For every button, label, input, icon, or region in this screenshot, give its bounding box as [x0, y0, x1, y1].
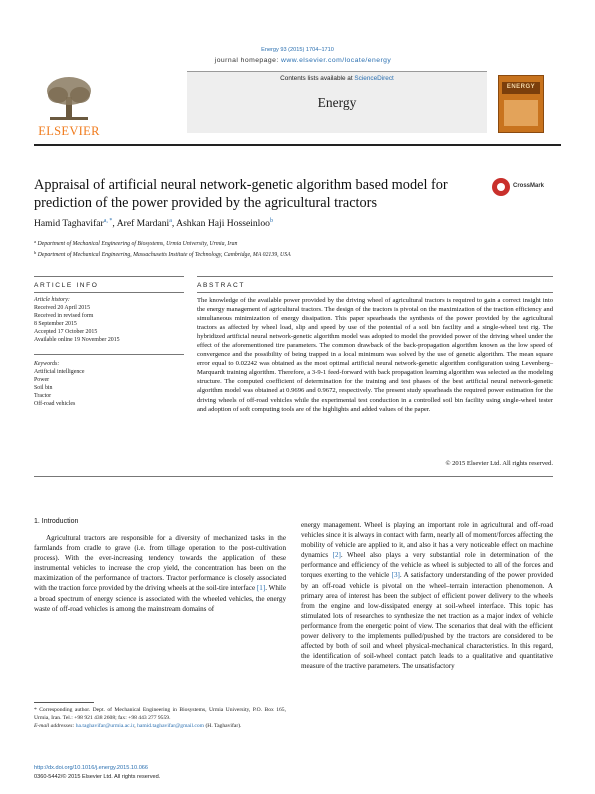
history-item: Received in revised form	[34, 313, 94, 319]
email-line: E-mail addresses: ha.taghavifar@urmia.ac.ir, hamid.taghavifar@gmail.com (H. Taghavifar).	[34, 723, 242, 729]
journal-homepage	[153, 57, 453, 64]
abstract-top-rule	[197, 276, 553, 277]
author-name: Hamid Taghavifar	[34, 218, 104, 229]
affiliation-item: $^b$ Department of Mechanical Engineering, Massachusetts Institute of Technology, Cambridge, MA 02139, USA	[34, 249, 291, 258]
homepage-prefix: journal homepage:	[214, 57, 282, 64]
history-item: Available online 19 November 2015	[34, 337, 120, 343]
history-label: Article history:	[34, 297, 70, 303]
article-info-rule	[34, 292, 184, 293]
email-link[interactable]: hamid.taghavifar@gmail.com	[137, 723, 205, 729]
abstract-rule	[197, 292, 553, 293]
footnote-rule	[34, 702, 94, 703]
article-info-top-rule	[34, 276, 184, 277]
affiliations	[34, 238, 554, 259]
journal-name: Energy	[317, 95, 357, 110]
article-history	[34, 296, 184, 344]
journal-header	[34, 71, 561, 143]
keywords	[34, 360, 184, 408]
author-affiliation-link[interactable]: b	[269, 218, 273, 224]
doi-link[interactable]: http://dx.doi.org/10.1016/j.energy.2015.10.066	[34, 765, 149, 771]
journal-title-box	[187, 71, 487, 133]
author-name: Ashkan Haji Hosseinloo	[176, 218, 270, 229]
history-item: Accepted 17 October 2015	[34, 329, 98, 335]
article-info-heading: ARTICLE INFO	[34, 282, 99, 289]
introduction-left-column: Agricultural tractors are responsible for a diversity of mechanized tasks in the farmlands from cradle to grave (i.e. from tillage operation to the post-cultivation process). With the ever-increasing tendency towards the application of these instrumental vehicles to increase the crop yield, the concentration has been on the maximization of the performance of tractors. Tractor performance is closely associated with the traction force provided by the driving wheels at the soil-tire interface [1]. While a broad spectrum of energy science is associated with the wheeled vehicles, the energy waste of off-road vehicles is among the mainstream domains of	[34, 534, 286, 613]
abstract-copyright: © 2015 Elsevier Ltd. All rights reserved.	[445, 460, 553, 467]
affiliation-item: $^a$ Department of Mechanical Engineering of Biosystems, Urmia University, Urmia, Iran	[34, 239, 238, 247]
homepage-link[interactable]: www.elsevier.com/locate/energy	[281, 57, 392, 64]
elsevier-logo	[34, 71, 104, 139]
header-divider	[34, 144, 561, 146]
sciencedirect-link[interactable]: ScienceDirect	[354, 75, 394, 82]
history-item: 8 September 2015	[34, 321, 77, 327]
crossmark-button[interactable]	[492, 178, 562, 198]
corresponding-note: * Corresponding author. Dept. of Mechanical Engineering in Biosystems, Urmia University, P.O. Box 165, Urmia, Iran. Tel.: +98 921 438 2608; fax: +98 443 277 9559.	[34, 707, 286, 721]
author-affiliation-link[interactable]: a, *	[103, 218, 113, 224]
elsevier-wordmark: ELSEVIER	[38, 124, 100, 138]
introduction-right-column: energy management. Wheel is playing an important role in agricultural and off-road vehicles since it is always in contact with farm, nearly all of moment/forces affecting the mobility of vehicle are applied to it, and also it has a very noticeable effect on machine dynamics [2]. Wheel also plays a very substantial role in determination of the performance and efficiency of the vehicle as wheel is subjected to all of the forces and torques exerting to the vehicle [3]. A satisfactory understanding of the power provided by an off-road vehicle is pivotal on the wheel–terrain interaction phenomenon. A primary area of interest has been the subject of efficient power delivery to the wheels from the engine and low-dissipated energy at soil-wheel interface. This topic has stimulated lots of researches to synthesize the net traction as a major index of vehicle performance from the energetic point of view. The scenarios that deal with the efficient power delivery to the implements pulled/pushed by the tractors are considered to be affected by both of soil and wheel physical-mechanical characteristics. In this regard, the identification of soil-wheel contact patch leads to a qualitative and quantitative measure of the tractive parameters. The unsatisfactory	[301, 521, 553, 671]
journal-cover-thumbnail	[498, 75, 544, 133]
keyword-item: Off-road vehicles	[34, 401, 76, 407]
author-affiliation-link[interactable]: a	[169, 218, 172, 224]
author-list: Hamid Taghavifar$^{a, *}$, Aref Mardani$^a$, Ashkan Haji Hosseinloo$^b$	[34, 218, 273, 229]
keyword-item: Soil bin	[34, 385, 53, 391]
article-title: Appraisal of artificial neural network-genetic algorithm based model for prediction of the power provided by the agricultural tractors	[34, 177, 448, 211]
elsevier-tree-icon	[44, 75, 94, 121]
cover-art	[504, 100, 538, 126]
abstract-heading: ABSTRACT	[197, 282, 245, 289]
keyword-item: Power	[34, 377, 50, 383]
keywords-rule	[34, 354, 184, 355]
history-item: Received 20 April 2015	[34, 305, 91, 311]
keyword-item: Tractor	[34, 393, 52, 399]
contents-prefix: Contents lists available at	[280, 75, 355, 82]
issn-copyright: 0360-5442/© 2015 Elsevier Ltd. All rights reserved.	[34, 774, 161, 780]
abstract-bottom-rule	[34, 476, 553, 477]
crossmark-label: CrossMark	[513, 183, 545, 189]
abstract-text: The knowledge of the available power provided by the driving wheel of agricultural tractors is required to gain a correct insight into the energy management of agricultural tractors. The design of the tractors is pivotal on the maximization of the traction efficiency and simultaneous minimization of energy dissipation. This paper spearheads the synthesis of the power provided by the agricultural tractors as affected by wheel load, slip and speed by use of the potential of a soil bin facility and a single-wheel test rig. The hybridized artificial neural network-genetic algorithm model was adopted to model the provided power of the driving wheel under the effect of the aforementioned tire parameters. The common drawback of the back-propagation algorithm known as the low speed of convergence and the possibility of being trapped in a local minimum was solved by the use of genetic algorithm. The mean square error equal to 0.02242 was obtained as the most optimal artificial neural network-genetic algorithm configuration using Levenberg–Marquardt training algorithm. Therefore, a 3-9-1 feed-forward with back propagation learning algorithm was selected as the modeling structure. The computed coefficient of determination for the training and test phases of the best artificial neural network-genetic algorithm model was obtained at 0.9696 and 0.9672, respectively. The present study spearheads the required power estimation for the driving wheels of off-road vehicles while the experimental test conduction in a controlled soil bin facility using single-wheel tester and adoption of soft computing tools are of the highlights and added values of the paper.	[197, 297, 553, 413]
crossmark-icon	[492, 178, 510, 196]
reference-link[interactable]: [2]	[332, 551, 341, 560]
corresponding-author-footnote	[34, 706, 286, 730]
email-link[interactable]: ha.taghavifar@urmia.ac.ir	[75, 723, 135, 729]
reference-link[interactable]: [1]	[256, 584, 266, 593]
author-name: Aref Mardani	[116, 218, 170, 229]
cover-title: ENERGY	[506, 84, 536, 90]
introduction-heading: 1. Introduction	[34, 518, 79, 525]
reference-link[interactable]: [3]	[391, 571, 400, 580]
contents-line	[187, 75, 487, 82]
keyword-item: Artificial intelligence	[34, 369, 85, 375]
journal-citation[interactable]: Energy 93 (2015) 1704–1710	[261, 47, 334, 53]
keywords-label: Keywords:	[34, 361, 60, 367]
